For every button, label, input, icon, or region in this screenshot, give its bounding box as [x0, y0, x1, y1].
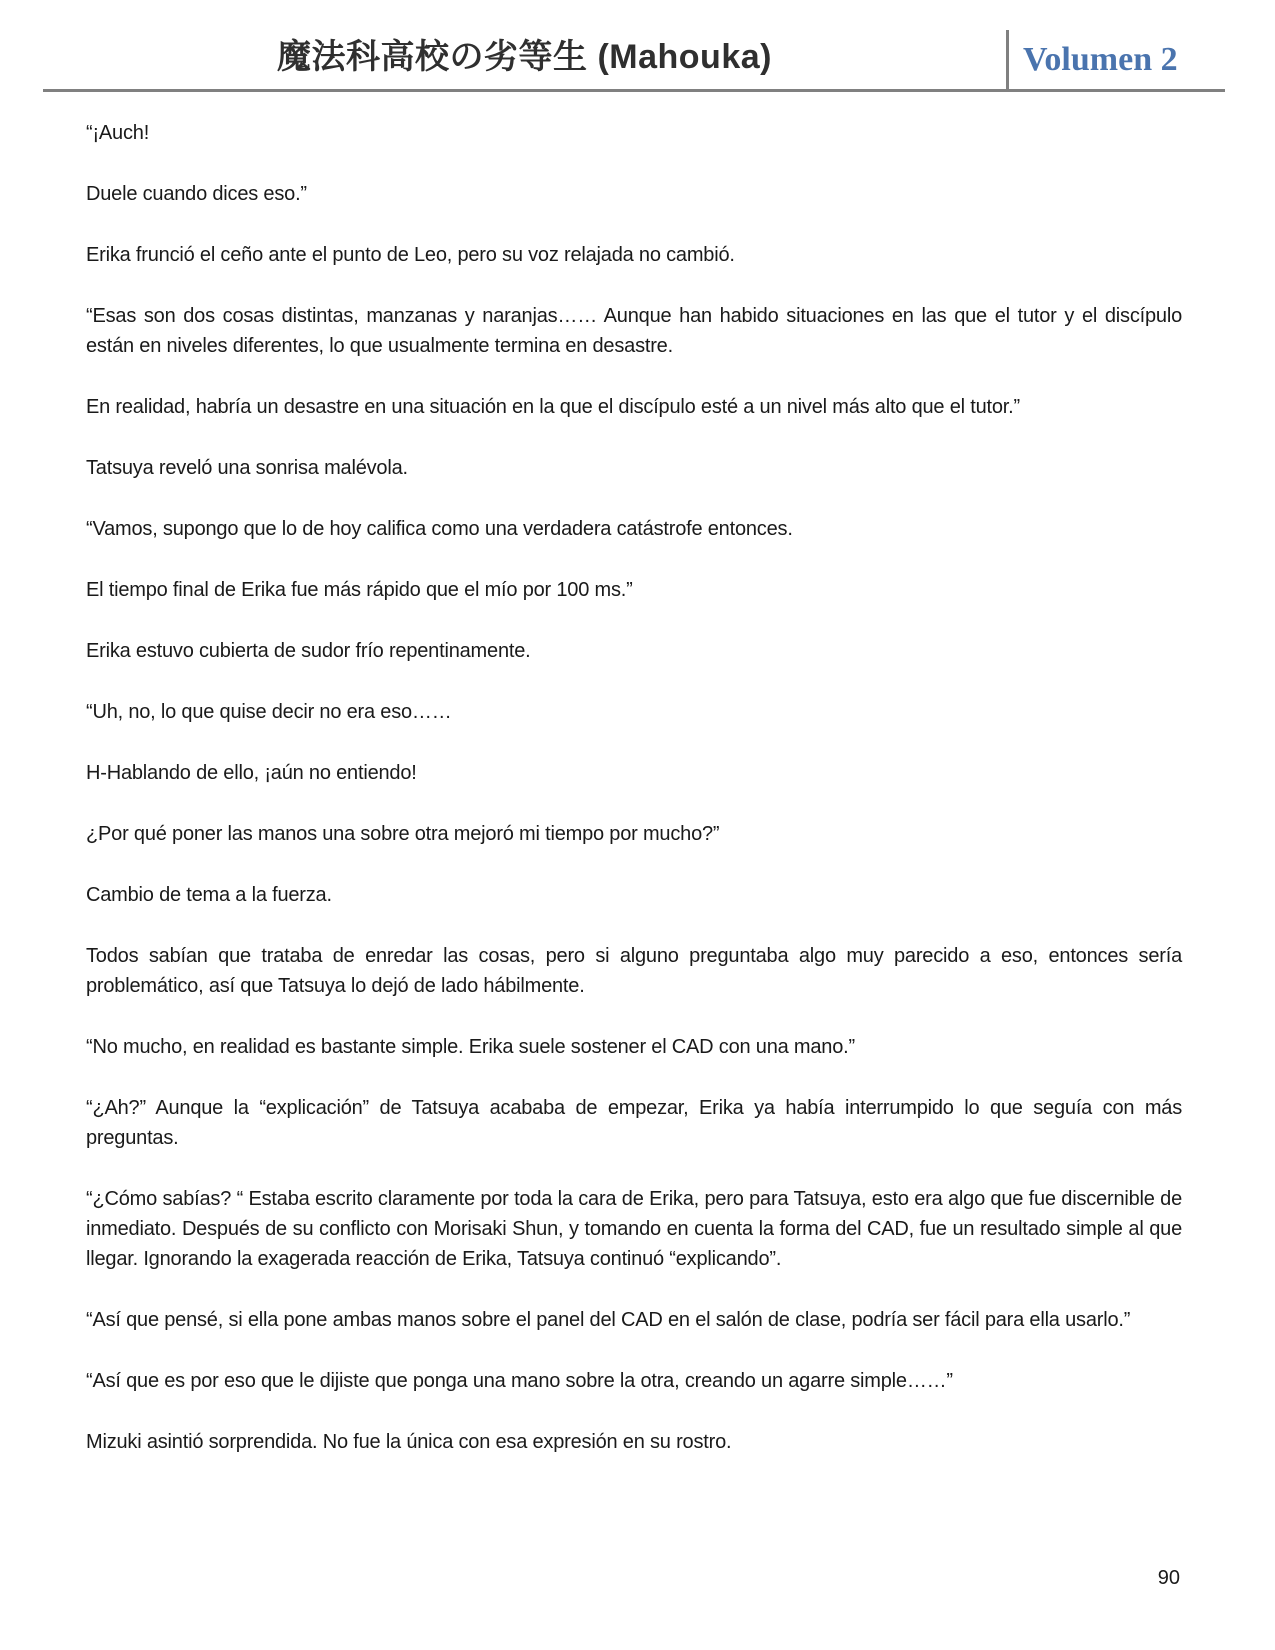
paragraph: “¡Auch!	[86, 122, 150, 144]
paragraph: “No mucho, en realidad es bastante simple. Erika suele sostener el CAD con una mano.”	[86, 1036, 855, 1058]
paragraph: Erika estuvo cubierta de sudor frío repentinamente.	[86, 640, 531, 662]
paragraph: Duele cuando dices eso.”	[86, 183, 307, 205]
page-body	[86, 118, 1182, 1488]
paragraph: “Uh, no, lo que quise decir no era eso……	[86, 701, 452, 723]
volume-label: Volumen 2	[1023, 40, 1178, 78]
header-title-cell	[43, 29, 1006, 89]
paragraph: ¿Por qué poner las manos una sobre otra mejoró mi tiempo por mucho?”	[86, 823, 720, 845]
paragraph: “¿Ah?” Aunque la “explicación” de Tatsuya acababa de empezar, Erika ya había interrumpido lo que seguía con más preguntas.	[86, 1097, 1182, 1149]
page-number: 90	[1157, 1567, 1180, 1589]
paragraph: H-Hablando de ello, ¡aún no entiendo!	[86, 762, 417, 784]
page-header	[43, 0, 1225, 92]
paragraph: “¿Cómo sabías? “ Estaba escrito claramente por toda la cara de Erika, pero para Tatsuya, esto era algo que fue discernible de inmediato. Después de su conflicto con Morisaki Shun, y tomando en cuenta la forma del CAD, fue un resultado simple al que llegar. Ignorando la exagerada reacción de Erika, Tatsuya continuó “explicando”.	[86, 1188, 1182, 1270]
paragraph: Todos sabían que trataba de enredar las cosas, pero si alguno preguntaba algo muy parecido a eso, entonces sería problemático, así que Tatsuya lo dejó de lado hábilmente.	[86, 945, 1182, 997]
paragraph: Tatsuya reveló una sonrisa malévola.	[86, 457, 408, 479]
paragraph: Erika frunció el ceño ante el punto de Leo, pero su voz relajada no cambió.	[86, 244, 735, 266]
paragraph: Cambio de tema a la fuerza.	[86, 884, 332, 906]
paragraph: “Vamos, supongo que lo de hoy califica como una verdadera catástrofe entonces.	[86, 518, 793, 540]
paragraph: Mizuki asintió sorprendida. No fue la única con esa expresión en su rostro.	[86, 1431, 732, 1453]
paragraph: El tiempo final de Erika fue más rápido que el mío por 100 ms.”	[86, 579, 633, 601]
paragraph: “Así que pensé, si ella pone ambas manos sobre el panel del CAD en el salón de clase, podría ser fácil para ella usarlo.”	[86, 1309, 1131, 1331]
book-title: 魔法科高校の劣等生 (Mahouka)	[277, 38, 772, 76]
paragraph: “Así que es por eso que le dijiste que ponga una mano sobre la otra, creando un agarre simple……”	[86, 1370, 953, 1392]
paragraph: En realidad, habría un desastre en una situación en la que el discípulo esté a un nivel más alto que el tutor.”	[86, 396, 1020, 418]
header-volume-cell	[1006, 30, 1225, 89]
paragraph: “Esas son dos cosas distintas, manzanas y naranjas…… Aunque han habido situaciones en las que el tutor y el discípulo están en niveles diferentes, lo que usualmente termina en desastre.	[86, 305, 1182, 357]
